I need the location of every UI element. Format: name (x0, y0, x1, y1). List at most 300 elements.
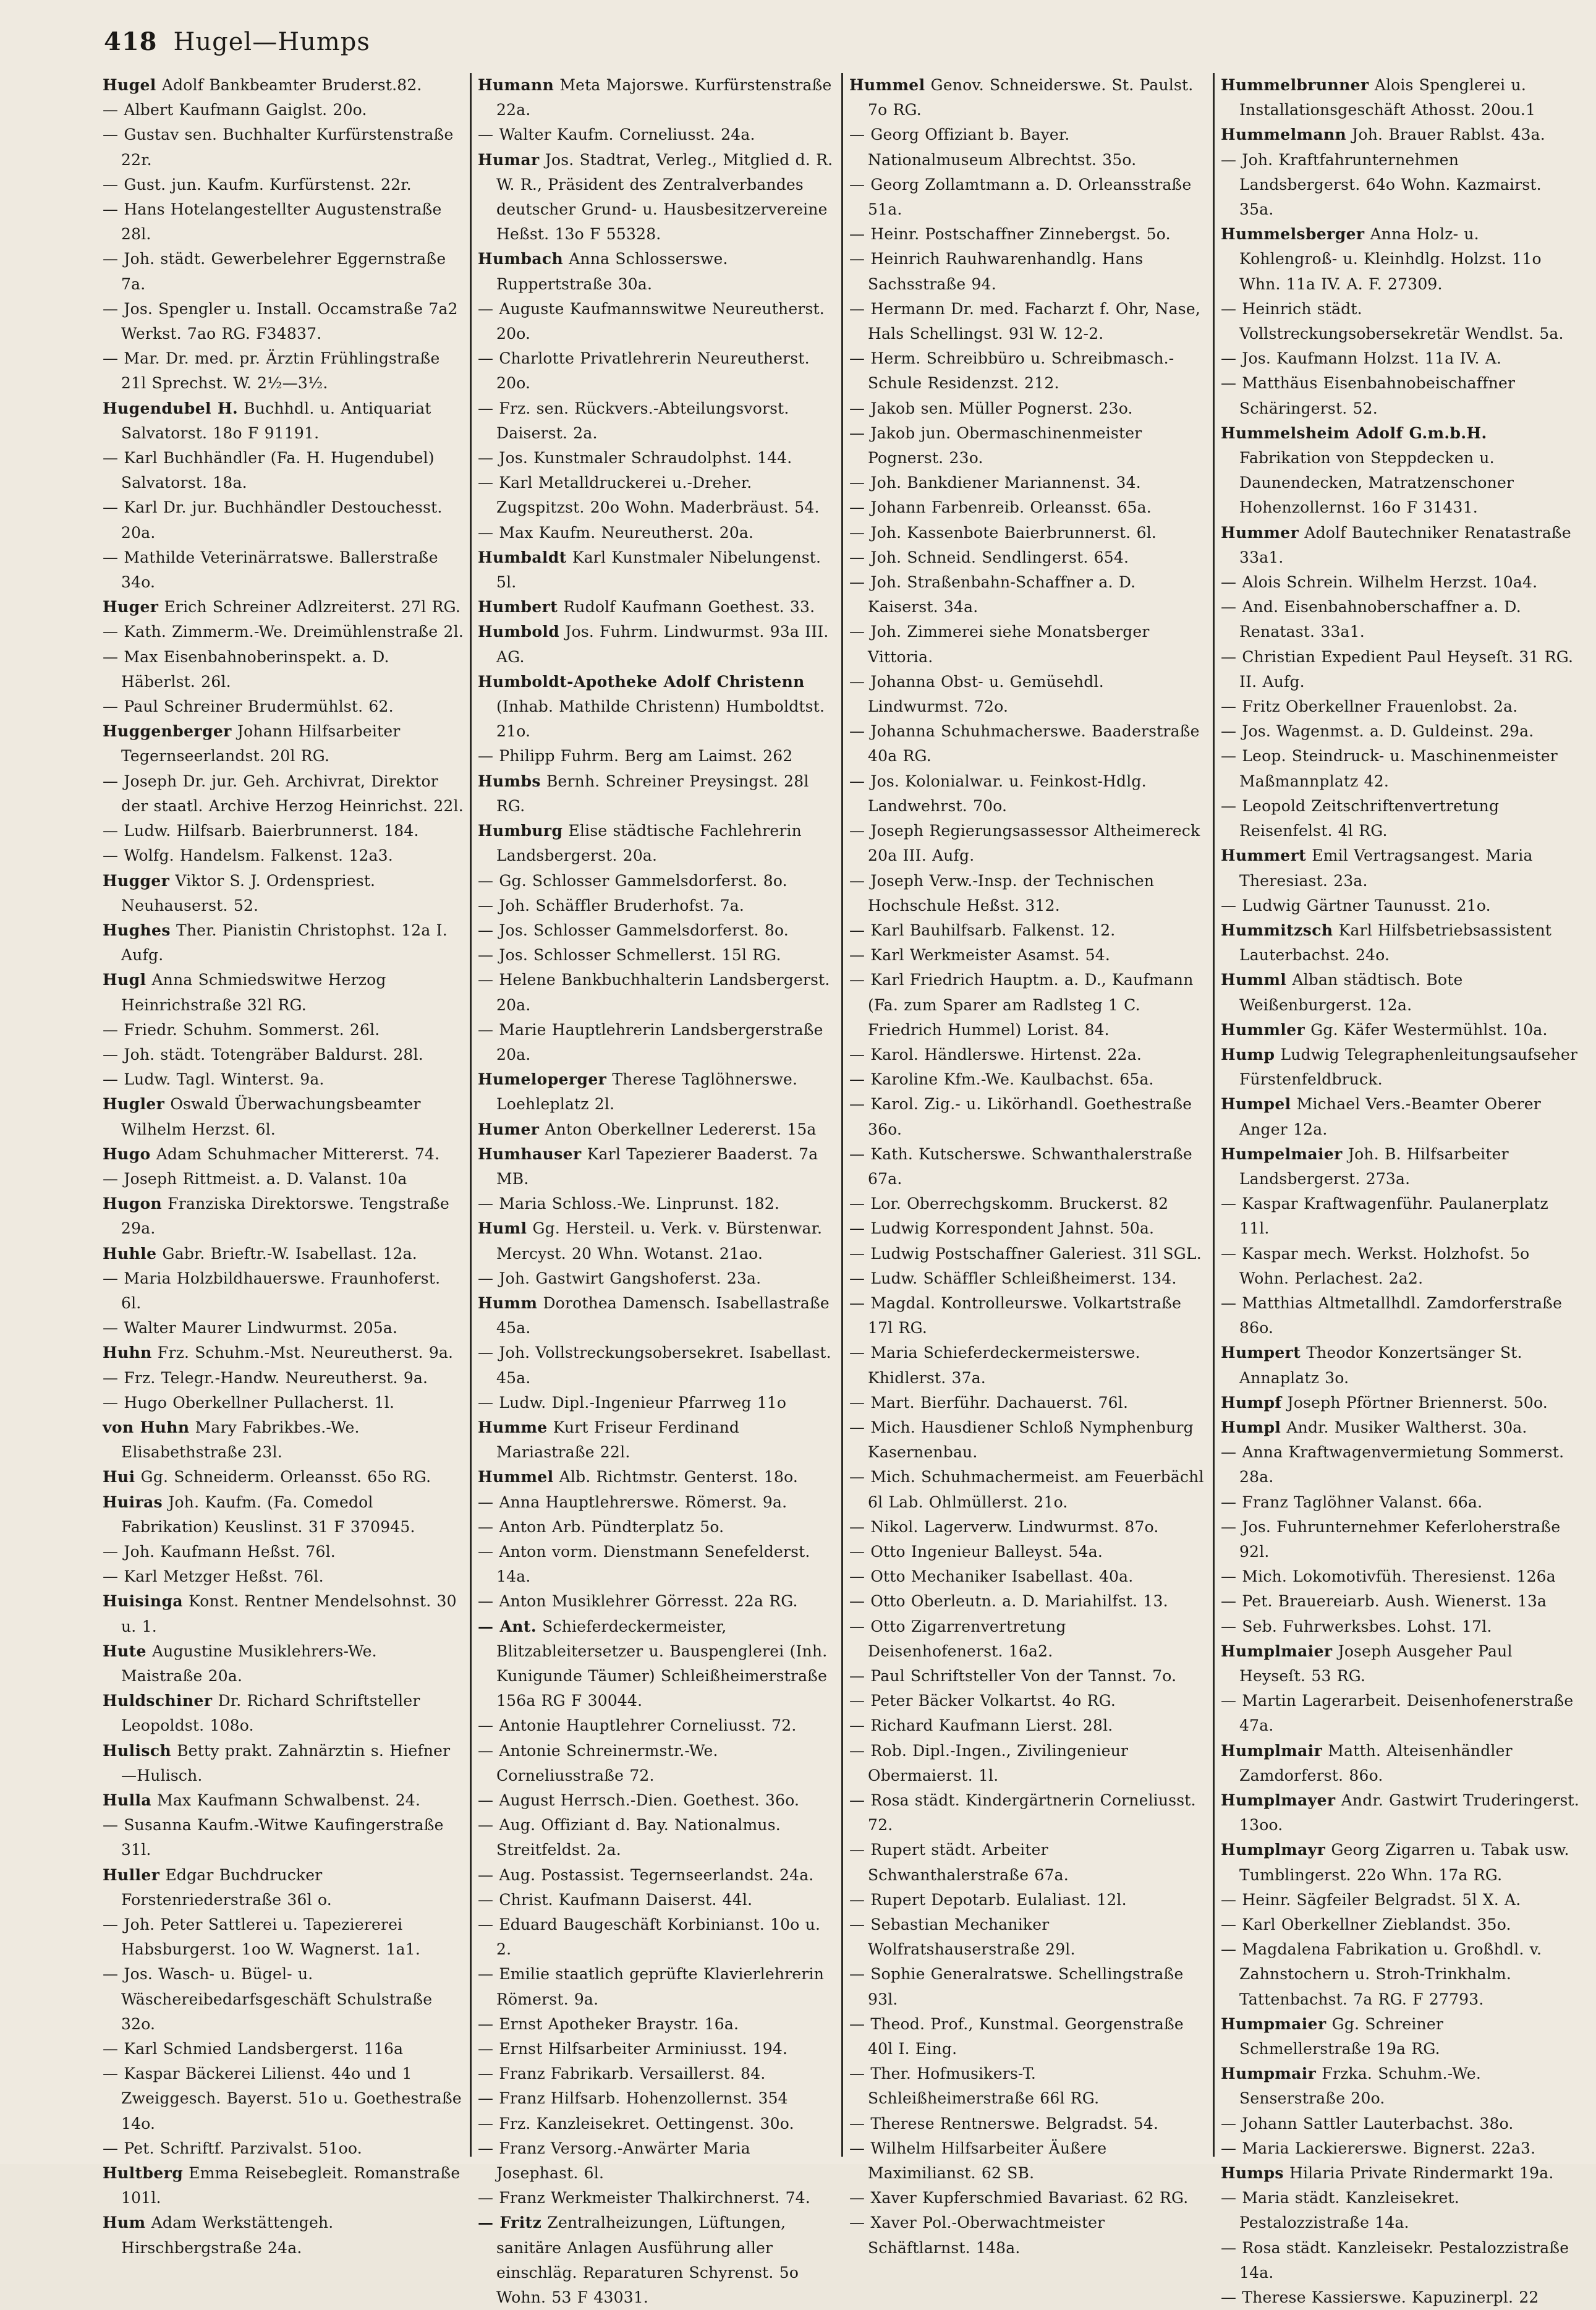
entry-headword: Humbold (478, 623, 560, 641)
directory-entry (849, 222, 1207, 247)
directory-entry (849, 421, 1207, 471)
directory-entry (1221, 1912, 1580, 1937)
entry-text: — Wilhelm Hilfsarbeiter Äußere Maximilianst. 62 SB. (849, 2139, 1107, 2183)
directory-entry (103, 1042, 464, 1067)
directory-entry (478, 1391, 835, 1415)
entry-text: — Joh. Vollstreckungsobersekret. Isabellast. 45a. (478, 1344, 831, 1387)
entry-text: Edgar Buchdrucker Forstenriederstraße 36l o. (121, 1865, 332, 1909)
entry-headword: Huhle (103, 1244, 157, 1263)
entry-text: — Jos. Wasch- u. Bügel- u. Wäschereibedarfsgeschäft Schulstraße 32o. (103, 1965, 433, 2033)
directory-entry (849, 73, 1207, 122)
entry-text: Joseph Ausgeher Paul Heyseſt. 53 RG. (1239, 1642, 1513, 1685)
directory-entry (103, 918, 464, 968)
directory-entry (849, 1291, 1207, 1340)
entry-text: Gg. Hersteil. u. Verk. v. Bürstenwar. Mercyst. 20 Whn. Wotanst. 21ao. (496, 1219, 823, 1263)
directory-entry (849, 2012, 1207, 2061)
entry-headword: Huhn (103, 1344, 152, 1362)
entry-headword: Hummitzsch (1221, 921, 1333, 939)
column-1 (100, 73, 472, 2257)
directory-entry (103, 1242, 464, 1266)
entry-headword: Humburg (478, 822, 563, 840)
directory-entry (478, 346, 835, 396)
directory-entry (849, 1788, 1207, 1838)
column-4 (1215, 73, 1586, 2307)
entry-text: — Frz. sen. Rückvers.-Abteilungsvorst. Daiserst. 2a. (478, 399, 789, 442)
entry-text: — Nikol. Lagerverw. Lindwurmst. 87o. (849, 1517, 1159, 1536)
directory-entry (1221, 2161, 1580, 2186)
directory-entry (849, 570, 1207, 620)
directory-entry (1221, 1291, 1580, 1340)
entry-text: Elise städtische Fachlehrerin Landsbergerst. 20a. (496, 822, 802, 865)
entry-text: — Auguste Kaufmannswitwe Neureutherst. 20o. (478, 299, 825, 343)
entry-text: Gg. Schneiderm. Orleansst. 65o RG. (140, 1468, 431, 1486)
entry-text: — Ther. Hofmusikers-T. Schleißheimerstraße 66l RG. (849, 2065, 1100, 2108)
entry-text: — Karl Dr. jur. Buchhändler Destouchesst. 20a. (103, 498, 443, 542)
entry-headword: Humbaldt (478, 548, 567, 566)
directory-entry (1221, 1639, 1580, 1689)
entry-headword: Hute (103, 1642, 146, 1660)
entry-text: Max Kaufmann Schwalbenst. 24. (157, 1791, 421, 1810)
entry-text: — Karl Werkmeister Asamst. 54. (849, 946, 1111, 965)
entry-text: Matth. Alteisenhändler Zamdorferst. 86o. (1239, 1741, 1513, 1784)
entry-text: — Otto Ingenieur Balleyst. 54a. (849, 1542, 1103, 1561)
entry-text: — Gustav sen. Buchhalter Kurfürstenstraße 22r. (103, 126, 454, 169)
entry-headword: Humhauser (478, 1144, 582, 1163)
directory-entry (103, 1340, 464, 1365)
directory-entry (849, 1739, 1207, 1788)
entry-text: Frz. Schuhm.-Mst. Neureutherst. 9a. (157, 1344, 454, 1362)
entry-headword: Hummel (478, 1468, 554, 1486)
entry-headword: Huggenberger (103, 722, 232, 741)
directory-entry (1221, 2186, 1580, 2235)
entry-text: — Joh. Zimmerei siehe Monatsberger Vittoria. (849, 623, 1150, 666)
entry-text: — Magdalena Fabrikation u. Großhdl. v. Zahnstochern u. Stroh-Trinkhalm. Tattenbachst. 7a RG. F 27793. (1221, 1940, 1542, 2008)
entry-headword: Hummert (1221, 846, 1307, 865)
entry-text: — Marie Hauptlehrerin Landsbergerstraße 20a. (478, 1020, 823, 1063)
directory-entry (478, 968, 835, 1017)
entry-text: — Matthäus Eisenbahnobeischaffner Schäringerst. 52. (1221, 374, 1516, 417)
directory-entry (478, 2186, 835, 2210)
directory-entry (103, 1316, 464, 1340)
entry-text: — Aug. Offiziant d. Bay. Nationalmus. Streitfeldst. 2a. (478, 1816, 781, 1859)
entry-headword: Hum (103, 2214, 146, 2232)
directory-entry (1221, 1142, 1580, 1191)
directory-entry (849, 869, 1207, 918)
directory-entry (849, 1092, 1207, 1141)
entry-headword: Humm (478, 1294, 538, 1312)
entry-text: — Franz Versorg.-Anwärter Maria Josephast. 6l. (478, 2139, 750, 2183)
directory-entry (849, 2186, 1207, 2210)
entry-headword: Hump (1221, 1045, 1275, 1063)
entry-headword: Hummelmann (1221, 126, 1347, 144)
entry-headword: Humbert (478, 598, 558, 616)
running-title: Hugel—Humps (173, 28, 370, 56)
entry-text: Franziska Direktorswe. Tengstraße 29a. (121, 1195, 449, 1238)
entry-text: — Paul Schriftsteller Von der Tannst. 7o. (849, 1667, 1177, 1685)
entry-text: — Christian Expedient Paul Heyseſt. 31 RG. II. Aufg. (1221, 647, 1574, 691)
entry-text: — Christ. Kaufmann Daiserst. 44l. (478, 1890, 753, 1909)
directory-entry (1221, 719, 1580, 744)
directory-entry (478, 1191, 835, 1216)
directory-entry (103, 73, 464, 98)
entry-text: Gabr. Brieftr.-W. Isabellast. 12a. (162, 1244, 417, 1263)
directory-entry (103, 1092, 464, 1141)
entry-text: — Jakob jun. Obermaschinenmeister Pognerst. 23o. (849, 424, 1142, 467)
directory-entry (849, 968, 1207, 1042)
directory-entry (103, 2037, 464, 2061)
directory-entry (103, 197, 464, 247)
entry-text: — Heinrich städt. Vollstreckungsobersekretär Wendlst. 5a. (1221, 299, 1564, 343)
entry-text: — Georg Offiziant b. Bayer. Nationalmuseum Albrechtst. 35o. (849, 126, 1137, 169)
entry-text: — Walter Maurer Lindwurmst. 205a. (103, 1319, 398, 1337)
directory-entry (1221, 794, 1580, 843)
entry-text: Dorothea Damensch. Isabellastraße 45a. (496, 1294, 830, 1337)
directory-entry (103, 1018, 464, 1042)
entry-headword: Hugon (103, 1195, 163, 1213)
entry-text: Emil Vertragsangest. Maria Theresiast. 23a. (1239, 846, 1533, 890)
directory-entry (478, 1912, 835, 1962)
directory-entry (103, 545, 464, 595)
directory-entry (478, 2210, 835, 2310)
entry-text: Gg. Schreiner Schmellerstraße 19a RG. (1239, 2014, 1444, 2058)
directory-entry (103, 968, 464, 1017)
entry-text: Gg. Käfer Westermühlst. 10a. (1310, 1020, 1548, 1039)
entry-text: — Joh. Straßenbahn-Schaffner a. D. Kaiserst. 34a. (849, 573, 1136, 616)
directory-entry (103, 620, 464, 644)
directory-entry (103, 173, 464, 197)
entry-text: — Anton Musiklehrer Görresst. 22a RG. (478, 1592, 798, 1611)
directory-entry (103, 247, 464, 296)
directory-entry (103, 2210, 464, 2260)
directory-entry (103, 297, 464, 346)
entry-text: — Martin Lagerarbeit. Deisenhofenerstraße 47a. (1221, 1692, 1574, 1735)
entry-headword: Hummelbrunner (1221, 76, 1369, 94)
entry-text: — Leop. Steindruck- u. Maschinenmeister Maßmannplatz 42. (1221, 747, 1558, 790)
entry-headword: Humplmayer (1221, 1791, 1336, 1810)
entry-headword: Humpl (1221, 1418, 1281, 1436)
entry-text: — Mar. Dr. med. pr. Ärztin Frühlingstraße 21l Sprechst. W. 2½—3½. (103, 349, 440, 393)
entry-headword: Humpf (1221, 1393, 1282, 1412)
entry-text: — Jos. Fuhrunternehmer Keferloherstraße 92l. (1221, 1517, 1561, 1561)
entry-headword: Humer (478, 1120, 540, 1138)
directory-entry (1221, 2236, 1580, 2285)
entry-headword: Humps (1221, 2164, 1284, 2183)
directory-entry (1221, 843, 1580, 893)
entry-text: — Joh. Kraftfahrunternehmen Landsbergerst. 64o Wohn. Kazmairst. 35a. (1221, 150, 1542, 219)
directory-entry (849, 1142, 1207, 1191)
entry-headword: Hugl (103, 971, 146, 989)
entry-headword: Humbs (478, 772, 541, 790)
directory-entry (1221, 744, 1580, 793)
entry-text: — Franz Fabrikarb. Versaillerst. 84. (478, 2065, 766, 2083)
entry-text: Frzka. Schuhm.-We. Senserstraße 20o. (1239, 2065, 1481, 2108)
entry-text: Rudolf Kaufmann Goethest. 33. (563, 598, 815, 616)
directory-entry (849, 620, 1207, 669)
entry-text: — Jos. Wagenmst. a. D. Guldeinst. 29a. (1221, 722, 1534, 741)
directory-entry (1221, 1564, 1580, 1589)
directory-entry (1221, 1018, 1580, 1042)
entry-text: — Wolfg. Handelsm. Falkenst. 12a3. (103, 846, 393, 865)
directory-entry (478, 2012, 835, 2037)
directory-entry (849, 396, 1207, 421)
directory-entry (103, 122, 464, 172)
entry-text: Andr. Musiker Waltherst. 30a. (1286, 1418, 1527, 1436)
entry-text: — Karl Friedrich Hauptm. a. D., Kaufmann (Fa. zum Sparer am Radlsteg 1 C. Friedrich Hummel) Lorist. 84. (849, 971, 1194, 1039)
directory-entry (849, 1888, 1207, 1912)
entry-text: — Rob. Dipl.-Ingen., Zivilingenieur Obermaierst. 1l. (849, 1741, 1129, 1784)
directory-entry (1221, 694, 1580, 719)
entry-text: — Karl Oberkellner Zieblandst. 35o. (1221, 1916, 1511, 1934)
directory-entry (478, 1888, 835, 1912)
entry-text: — Otto Zigarrenvertretung Deisenhofenerst. 16a2. (849, 1617, 1066, 1660)
directory-entry (103, 2161, 464, 2210)
entry-text: Adam Schuhmacher Mittererst. 74. (156, 1144, 440, 1163)
directory-entry (849, 173, 1207, 222)
directory-entry (1221, 918, 1580, 968)
directory-entry (849, 1589, 1207, 1614)
directory-entry (849, 2112, 1207, 2136)
entry-text: Konst. Rentner Mendelsohnst. 30 u. 1. (121, 1592, 457, 1635)
directory-entry (103, 1391, 464, 1415)
directory-entry (849, 1465, 1207, 1514)
entry-headword: Hugler (103, 1095, 165, 1114)
entry-text: — Joh. Schneid. Sendlingerst. 654. (849, 548, 1129, 566)
directory-entry (849, 521, 1207, 545)
entry-text: Andr. Gastwirt Truderingerst. 13oo. (1239, 1791, 1579, 1835)
directory-entry (103, 843, 464, 868)
directory-entry (1221, 297, 1580, 346)
directory-entry (849, 346, 1207, 396)
entry-text: — Ernst Hilfsarbeiter Arminiusst. 194. (478, 2040, 788, 2058)
entry-text: — Johann Farbenreib. Orleansst. 65a. (849, 498, 1152, 517)
directory-entry (1221, 968, 1580, 1017)
entry-text: — Joseph Verw.-Insp. der Technischen Hochschule Heßst. 312. (849, 871, 1155, 914)
entry-headword: Humbach (478, 250, 564, 268)
entry-text: Genov. Schneiderswe. St. Paulst. 7o RG. (868, 76, 1194, 119)
entry-text: — Sebastian Mechaniker Wolfratshauserstraße 29l. (849, 1916, 1076, 1959)
entry-text: Johann Hilfsarbeiter Tegernseerlandst. 20l RG. (121, 722, 401, 765)
directory-entry (478, 1962, 835, 2011)
directory-entry (1221, 1888, 1580, 1912)
entry-text: Mary Fabrikbes.-We. Elisabethstraße 23l. (121, 1418, 360, 1462)
directory-entry (849, 1912, 1207, 1962)
entry-headword: Hultberg (103, 2164, 184, 2183)
entry-headword: Hummler (1221, 1020, 1305, 1039)
entry-text: — Gust. jun. Kaufm. Kurfürstenst. 22r. (103, 175, 412, 194)
directory-entry (478, 620, 835, 669)
entry-text: Viktor S. J. Ordenspriest. Neuhauserst. 52. (121, 871, 376, 914)
entry-text: (Inhab. Mathilde Christenn) Humboldtst. 21o. (496, 697, 825, 741)
entry-text: — Joh. Gastwirt Gangshoferst. 23a. (478, 1269, 762, 1287)
directory-entry (103, 769, 464, 819)
directory-entry (1221, 1391, 1580, 1415)
directory-entry (478, 1788, 835, 1813)
entry-headword: Hugel (103, 76, 156, 94)
entry-headword: Humann (478, 76, 554, 94)
directory-entry (478, 2136, 835, 2186)
directory-entry (849, 1614, 1207, 1664)
directory-entry (1221, 595, 1580, 644)
entry-text: — Joh. städt. Totengräber Baldurst. 28l. (103, 1045, 423, 1063)
entry-text: — Karl Buchhändler (Fa. H. Hugendubel) Salvatorst. 18a. (103, 449, 435, 492)
directory-entry (849, 1415, 1207, 1465)
directory-entry (849, 1191, 1207, 1216)
entry-text: — Walter Kaufm. Corneliusst. 24a. (478, 126, 755, 144)
directory-entry (1221, 1490, 1580, 1515)
directory-entry (849, 1391, 1207, 1415)
directory-entry (849, 769, 1207, 819)
entry-text: — Herm. Schreibbüro u. Schreibmasch.-Schule Residenzst. 212. (849, 349, 1174, 393)
entry-text: — Johann Sattler Lauterbachst. 38o. (1221, 2114, 1514, 2133)
directory-entry (103, 446, 464, 495)
entry-text: — Max Kaufm. Neureutherst. 20a. (478, 523, 754, 542)
directory-entry (1221, 122, 1580, 147)
entry-text: Joh. B. Hilfsarbeiter Landsbergerst. 273a. (1239, 1144, 1509, 1188)
entry-headword: Humml (1221, 971, 1287, 989)
directory-entry (849, 918, 1207, 943)
directory-entry (103, 396, 464, 446)
entry-text: — Johanna Obst- u. Gemüsehdl. Lindwurmst. 72o. (849, 672, 1104, 716)
entry-headword: Humpmaier (1221, 2014, 1326, 2033)
entry-text: — Jos. Spengler u. Install. Occamstraße 7a2 Werkst. 7ao RG. F34837. (103, 299, 458, 343)
directory-entry (103, 1962, 464, 2037)
entry-text: — Therese Rentnerswe. Belgradst. 54. (849, 2114, 1159, 2133)
directory-entry (849, 1664, 1207, 1689)
directory-entry (478, 1142, 835, 1191)
entry-text: — Paul Schreiner Brudermühlst. 62. (103, 697, 394, 716)
directory-entry (1221, 1092, 1580, 1141)
directory-entry (1221, 1739, 1580, 1788)
entry-text: — Ludw. Tagl. Winterst. 9a. (103, 1070, 325, 1089)
directory-entry (1221, 2112, 1580, 2136)
page-header (104, 27, 370, 64)
directory-entry (849, 2136, 1207, 2186)
entry-text: Jos. Stadtrat, Verleg., Mitglied d. R. W. R., Präsident des Zentralverbandes deutscher Grund- u. Hausbesitzervereine Heßst. 13o F 55328. (496, 150, 833, 244)
directory-entry (103, 1540, 464, 1564)
entry-headword: Hugo (103, 1144, 151, 1163)
entry-headword: Humplmaier (1221, 1642, 1333, 1660)
entry-text: — Max Eisenbahnoberinspekt. a. D. Häberlst. 26l. (103, 647, 389, 691)
entry-text: Georg Zigarren u. Tabak usw. Tumblingerst. 22o Whn. 17a RG. (1239, 1841, 1569, 1884)
directory-entry (103, 719, 464, 769)
entry-text: — Joh. Peter Sattlerei u. Tapeziererei Habsburgerst. 1oo W. Wagnerst. 1a1. (103, 1916, 420, 1959)
entry-text: — Hermann Dr. med. Facharzt f. Ohr, Nase, Hals Schellingst. 93l W. 12-2. (849, 299, 1200, 343)
directory-entry (849, 1242, 1207, 1266)
entry-text: — Joh. städt. Gewerbelehrer Eggernstraße 7a. (103, 250, 446, 293)
directory-entry (478, 918, 835, 943)
entry-text: — Ernst Apotheker Braystr. 16a. (478, 2014, 739, 2033)
directory-entry (849, 545, 1207, 570)
directory-entry (478, 122, 835, 147)
entry-text: — Jos. Kaufmann Holzst. 11a IV. A. (1221, 349, 1502, 368)
entry-text: Adam Werkstättengeh. Hirschbergstraße 24a. (121, 2214, 334, 2257)
directory-entry (1221, 1042, 1580, 1092)
entry-text: — Rosa städt. Kanzleisekr. Pestalozzistraße 14a. (1221, 2238, 1569, 2282)
entry-text: Karl Hilfsbetriebsassistent Lauterbachst. 24o. (1239, 921, 1552, 965)
entry-text: — Jakob sen. Müller Pognerst. 23o. (849, 399, 1133, 417)
entry-text: — Karl Schmied Landsbergerst. 116a (103, 2040, 404, 2058)
entry-text: — Rupert städt. Arbeiter Schwanthalerstraße 67a. (849, 1841, 1069, 1884)
entry-headword: Huller (103, 1865, 160, 1884)
entry-text: — Magdal. Kontrolleurswe. Volkartstraße 17l RG. (849, 1294, 1182, 1337)
entry-text: Alban städtisch. Bote Weißenburgerst. 12a. (1239, 971, 1463, 1014)
entry-text: — Rosa städt. Kindergärtnerin Corneliusst. 72. (849, 1791, 1196, 1835)
entry-text: — Anna Kraftwagenvermietung Sommerst. 28a. (1221, 1443, 1564, 1486)
entry-text: — Hans Hotelangestellter Augustenstraße 28l. (103, 200, 442, 244)
entry-headword: Huisinga (103, 1592, 183, 1611)
entry-text: — Karl Metzger Heßst. 76l. (103, 1567, 324, 1586)
directory-entry (103, 2061, 464, 2136)
entry-text: — Ludw. Schäffler Schleißheimerst. 134. (849, 1269, 1177, 1287)
directory-entry (849, 495, 1207, 520)
entry-text: — Joh. Kassenbote Baierbrunnerst. 6l. (849, 523, 1157, 542)
entry-text: Anna Schmiedswitwe Herzog Heinrichstraße 32l RG. (121, 971, 386, 1014)
entry-text: — Otto Mechaniker Isabellast. 40a. (849, 1567, 1134, 1586)
directory-entry (1221, 421, 1580, 521)
entry-text: Betty prakt. Zahnärztin s. Hiefner—Hulisch. (121, 1741, 451, 1784)
directory-entry (478, 670, 835, 744)
entry-headword: Humpmair (1221, 2065, 1317, 2083)
entry-text: Adolf Bautechniker Renatastraße 33a1. (1239, 523, 1571, 566)
directory-entry (849, 2061, 1207, 2111)
directory-entry (849, 471, 1207, 495)
directory-entry (849, 1540, 1207, 1564)
directory-entry (103, 1813, 464, 1862)
entry-headword: — Fritz (478, 2214, 542, 2232)
directory-entry (1221, 645, 1580, 694)
entry-text: — Rupert Depotarb. Eulaliast. 12l. (849, 1890, 1127, 1909)
directory-entry (103, 1415, 464, 1465)
entry-text: — Susanna Kaufm.-Witwe Kaufingerstraße 31l. (103, 1816, 444, 1859)
directory-entry (1221, 521, 1580, 570)
directory-entry (103, 495, 464, 545)
directory-entry (103, 1191, 464, 1241)
directory-entry (103, 1639, 464, 1689)
directory-entry (1221, 2061, 1580, 2111)
directory-entry (478, 471, 835, 520)
entry-headword: — Ant. (478, 1617, 537, 1635)
entry-text: — Mich. Lokomotivfüh. Theresienst. 126a (1221, 1567, 1556, 1586)
entry-text: — Seb. Fuhrwerksbes. Lohst. 17l. (1221, 1617, 1492, 1635)
directory-entry (478, 1589, 835, 1614)
directory-entry (1221, 1415, 1580, 1440)
directory-entry (478, 1266, 835, 1291)
directory-entry (1221, 222, 1580, 297)
entry-text: — Pet. Brauereiarb. Aush. Wienerst. 13a (1221, 1592, 1547, 1611)
entry-text: — Pet. Schriftf. Parzivalst. 51oo. (103, 2139, 362, 2157)
directory-entry (1221, 1614, 1580, 1639)
entry-text: — Xaver Pol.-Oberwachtmeister Schäftlarnst. 148a. (849, 2214, 1105, 2257)
entry-headword: Humme (478, 1418, 548, 1436)
entry-text: Joh. Brauer Rablst. 43a. (1352, 126, 1545, 144)
entry-text: — Mich. Hausdiener Schloß Nymphenburg Kasernenbau. (849, 1418, 1194, 1462)
entry-text: — Joh. Schäffler Bruderhofst. 7a. (478, 896, 745, 914)
directory-entry (103, 1739, 464, 1788)
entry-text: — Karol. Händlerswe. Hirtenst. 22a. (849, 1045, 1142, 1063)
entry-text: Meta Majorswe. Kurfürstenstraße 22a. (496, 76, 832, 119)
entry-text: — Karl Metalldruckerei u.-Dreher. Zugspitzst. 20o Wohn. Maderbräust. 54. (478, 474, 820, 517)
directory-entry (103, 346, 464, 396)
directory-entry (103, 595, 464, 620)
entry-text: Kurt Friseur Ferdinand Mariastraße 22l. (496, 1418, 740, 1462)
entry-text: — Karol. Zig.- u. Likörhandl. Goethestraße 36o. (849, 1095, 1192, 1138)
directory-entry (478, 2086, 835, 2111)
entry-text: Fabrikation von Steppdecken u. Daunendecken, Matratzenschoner Hohenzollernst. 16o F 31431. (1239, 449, 1514, 517)
entry-text: — Kaspar Bäckerei Lilienst. 44o und 1 Zweiggesch. Bayerst. 51o u. Goethestraße 14o. (103, 2065, 462, 2133)
directory-entry (478, 869, 835, 893)
directory-entry (849, 1216, 1207, 1241)
directory-entry (478, 1739, 835, 1788)
